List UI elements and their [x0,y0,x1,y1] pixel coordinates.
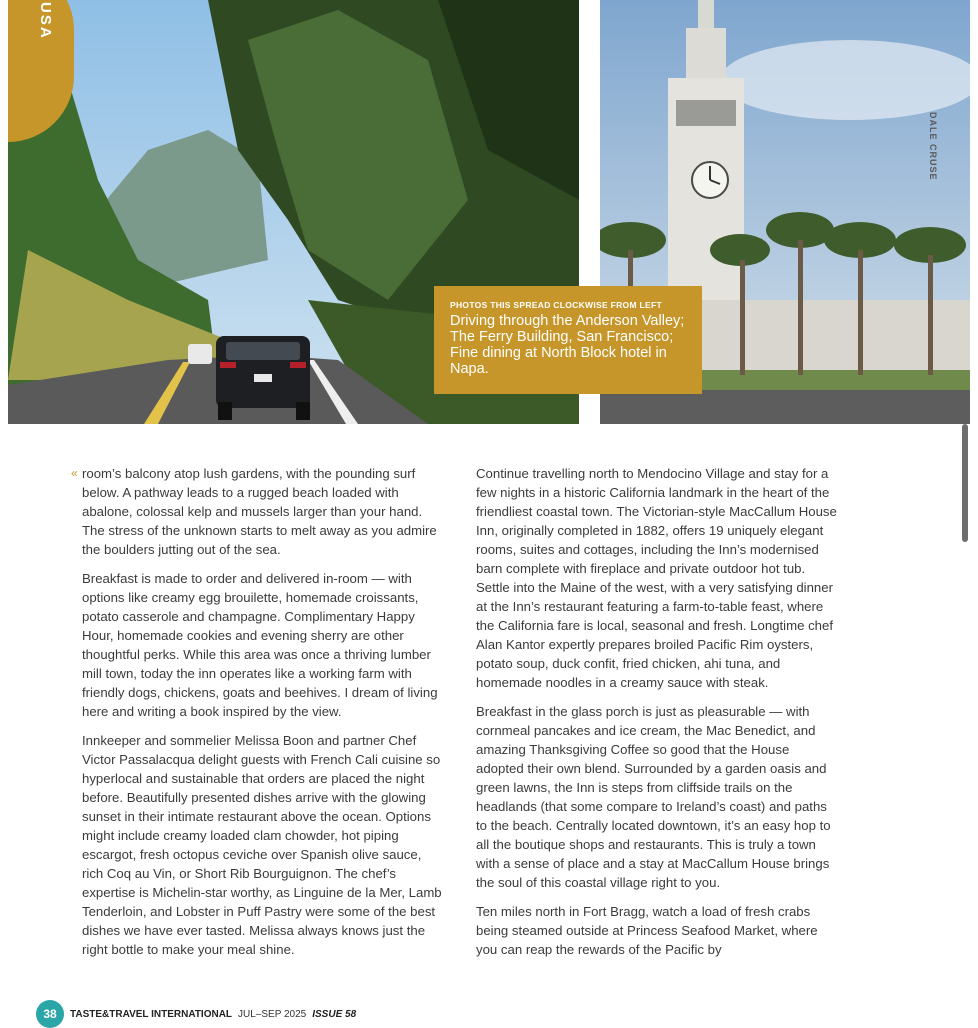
article-column-right [476,464,838,969]
continued-mark: « [71,466,78,480]
paragraph: room’s balcony atop lush gardens, with the pounding surf below. A pathway leads to a rugged beach loaded with abalone, colossal kelp and mussels larger than your hand. The stress of the unknown starts to melt away as you admire the boulders jutting out of the sea. [82,466,437,557]
paragraph: Breakfast is made to order and delivered in-room — with options like creamy egg brouilette, homemade croissants, potato casserole and champagne. Complimentary Happy Hour, homemade cookies and evening sherry are other thoughtful perks. While this area was once a thriving lumber mill town, today the inn operates like a working farm with friendly dogs, chickens, goats and beehives. I dream of living here and writing a book inspired by the view. [82,571,438,719]
paragraph: Ten miles north in Fort Bragg, watch a load of fresh crabs being steamed outside at Princess Seafood Market, where you can reap the rewards of the Pacific by [476,904,818,957]
magazine-name: TASTE&TRAVEL INTERNATIONAL [70,1008,233,1020]
scrollbar[interactable] [962,424,968,542]
photo-credit: DALE CRUSE [928,112,938,181]
paragraph: Innkeeper and sommelier Melissa Boon and partner Chef Victor Passalacqua delight guests with French Cali cuisine so hyperlocal and sustainable that orders are placed the night before. Beautifully presented dishes arrive with the glowing sunset in their intimate restaurant above the ocean. Options might include creamy loaded clam chowder, hot piping escargot, fresh octopus ceviche over Spanish olive sauce, rich Coq au Vin, or Short Rib Bourguignon. The chef’s expertise is Michelin-star worthy, as Linguine de la Mer, Lamb Tenderloin, and Lobster in Puff Pastry were some of the best dishes we have ever tasted. Melissa always knows just the right bottle to make your meal shine. [82,733,442,957]
caption-heading: PHOTOS THIS SPREAD CLOCKWISE FROM LEFT [450,300,662,310]
issue-date: JUL–SEP 2025 [238,1008,307,1020]
country-label: USA [37,2,54,40]
issue-number: ISSUE 58 [312,1008,357,1020]
page-number-badge: 38 [36,1000,64,1028]
article-column-left [71,464,442,969]
paragraph: Breakfast in the glass porch is just as pleasurable — with cornmeal pancakes and ice cream, the Mac Benedict, and amazing Thanksgiving Coffee so good that the House adopted their own blend. Surrounded by a garden oasis and green lawns, the Inn is steps from cliffside trails on the headlands (that some compare to Ireland’s coast) and paths to the beach. Centrally located downtown, it’s an easy hop to all the boutique shops and restaurants. This is truly a town with a sense of place and a stay at MacCallum House brings the soul of this coastal village right to you. [476,704,831,890]
paragraph: Continue travelling north to Mendocino Village and stay for a few nights in a historic California landmark in the heart of the friendliest coastal town. The Victorian-style MacCallum House Inn, originally completed in 1882, offers 19 uniquely elegant rooms, suites and cottages, including the Inn’s modernised barn complete with fireplace and private outdoor hot tub. Settle into the Maine of the west, with a very satisfying dinner at the Inn’s restaurant featuring a farm-to-table feast, where the California fare is local, seasonal and fresh. Longtime chef Alan Kantor expertly prepares broiled Pacific Rim oysters, potato soup, duck confit, fried chicken, ahi tuna, and homemade noodles in a creamy sauce with steak. [476,466,837,690]
caption-text: Driving through the Anderson Valley; The Ferry Building, San Francisco; Fine dining at North Block hotel in Napa. [450,313,685,377]
caption-box [434,286,702,394]
page-footer [36,1002,356,1026]
